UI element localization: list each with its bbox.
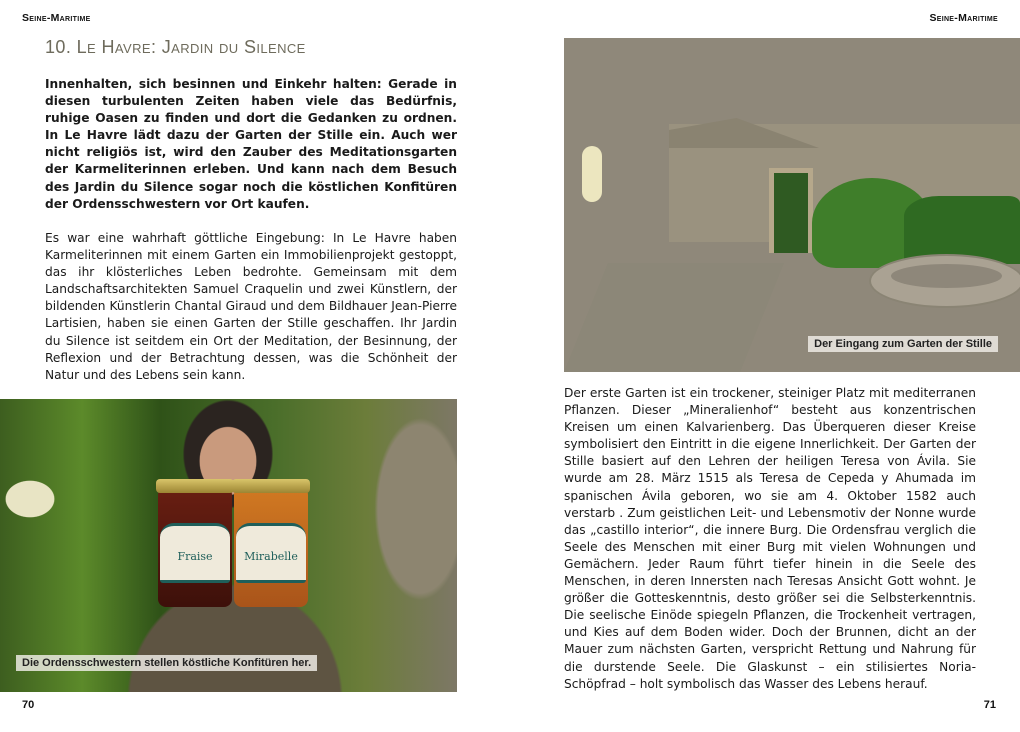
garden-doorway — [769, 168, 813, 253]
jar-fraise — [158, 485, 232, 607]
well-interior — [891, 264, 1002, 288]
body-paragraph-right: Der erste Garten ist ein trockener, steiniger Platz mit mediterranen Pflanzen. Dieser „Mineralienhof“ besteht aus konzentrischen Kreisen um einen Kalvarienberg. Das Überqueren dieser Kreise symbolisiert den Eintritt in die eigene Innerlichkeit. Der Garten der Stille basiert auf den Lehren der heiligen Teresa von Ávila. Sie wurde am 28. März 1515 als Teresa de Cepeda y Ahumada im spanischen Ávila geboren, wo sie am 4. Oktober 1582 auch verstarb . Zum geistlichen Leit- und Lebensmotiv der Nonne wurde das „castillo interior“, die innere Burg. Die Ordensfrau verglich die Seele des Menschen mit einer Burg mit vielen Wohnungen und Gemächern. Jeder Raum führt tiefer hinein in die Seele des Menschen, in deren Innersten nach Teresas Ansicht Gott wohnt. Je größer die Gotteskenntnis, desto größer sei die Selbsterkenntnis. Die seelische Einöde spiegeln Pflanzen, die Trockenheit vertragen, und Kies auf dem Boden wider. Doch der Brunnen, dicht an der Mauer zum nächsten Garten, verspricht Rettung und Nahrung für die durstende Seele. Die Glaskunst – ein stilisiertes Noria-Schöpfrad – holt symbolisch das Wasser des Lebens herauf. — [564, 386, 976, 691]
right-running-head: Seine-Maritime — [929, 12, 998, 24]
page-number-right: 71 — [983, 699, 996, 711]
garden-photo — [564, 38, 1020, 372]
body-paragraph-left: Es war eine wahrhaft göttliche Eingebung: In Le Havre haben Karmeliterinnen mit einem Garten ein Immobilienprojekt gestoppt, das ihr klösterliches Leben bedrohte. Gemeinsam mit dem Landschaftsarchitekten Samuel Craquelin und zwei Künstlern, der bildenden Künstlerin Chantal Giraud und dem Bildhauer Jean-Pierre Lartisien, haben sie einen Garten der Stille geschaffen. Ihr Jardin du Silence ist seitdem ein Ort der Meditation, der Besinnung, der Reflexion und der Betrachtung dessen, was die Schönheit der Natur und des Lebens sein kann. — [45, 231, 457, 382]
jar-lid — [232, 479, 310, 493]
jar-label-mirabelle: Mirabelle — [236, 523, 306, 583]
jar-lid — [156, 479, 234, 493]
nun-photo-caption: Die Ordensschwestern stellen köstliche Konfitüren her. — [16, 655, 317, 671]
jar-mirabelle — [234, 485, 308, 607]
chapter-title: 10. Le Havre: Jardin du Silence — [45, 37, 306, 57]
stone-well — [869, 254, 1020, 308]
jar-label-fraise: Fraise — [160, 523, 230, 583]
left-running-head: Seine-Maritime — [22, 12, 91, 24]
yucca-flower — [582, 146, 602, 202]
garden-photo-caption: Der Eingang zum Garten der Stille — [808, 336, 998, 352]
paved-path — [564, 263, 784, 372]
page-number-left: 70 — [22, 699, 35, 711]
nun-photo — [0, 399, 457, 692]
lead-paragraph: Innenhalten, sich besinnen und Einkehr halten: Gerade in diesen turbulenten Zeiten haben viele das Bedürfnis, ruhige Oasen zu finden und dort die Gedanken zu ordnen. In Le Havre lädt dazu der Garten der Stille ein. Auch wer nicht religiös ist, wird den Zauber des Meditationsgarten der Karmeliterinnen erleben. Und kann nach dem Besuch des Jardin du Silence sogar noch die köstlichen Konfitüren der Ordensschwestern vor Ort kaufen. — [45, 77, 457, 211]
